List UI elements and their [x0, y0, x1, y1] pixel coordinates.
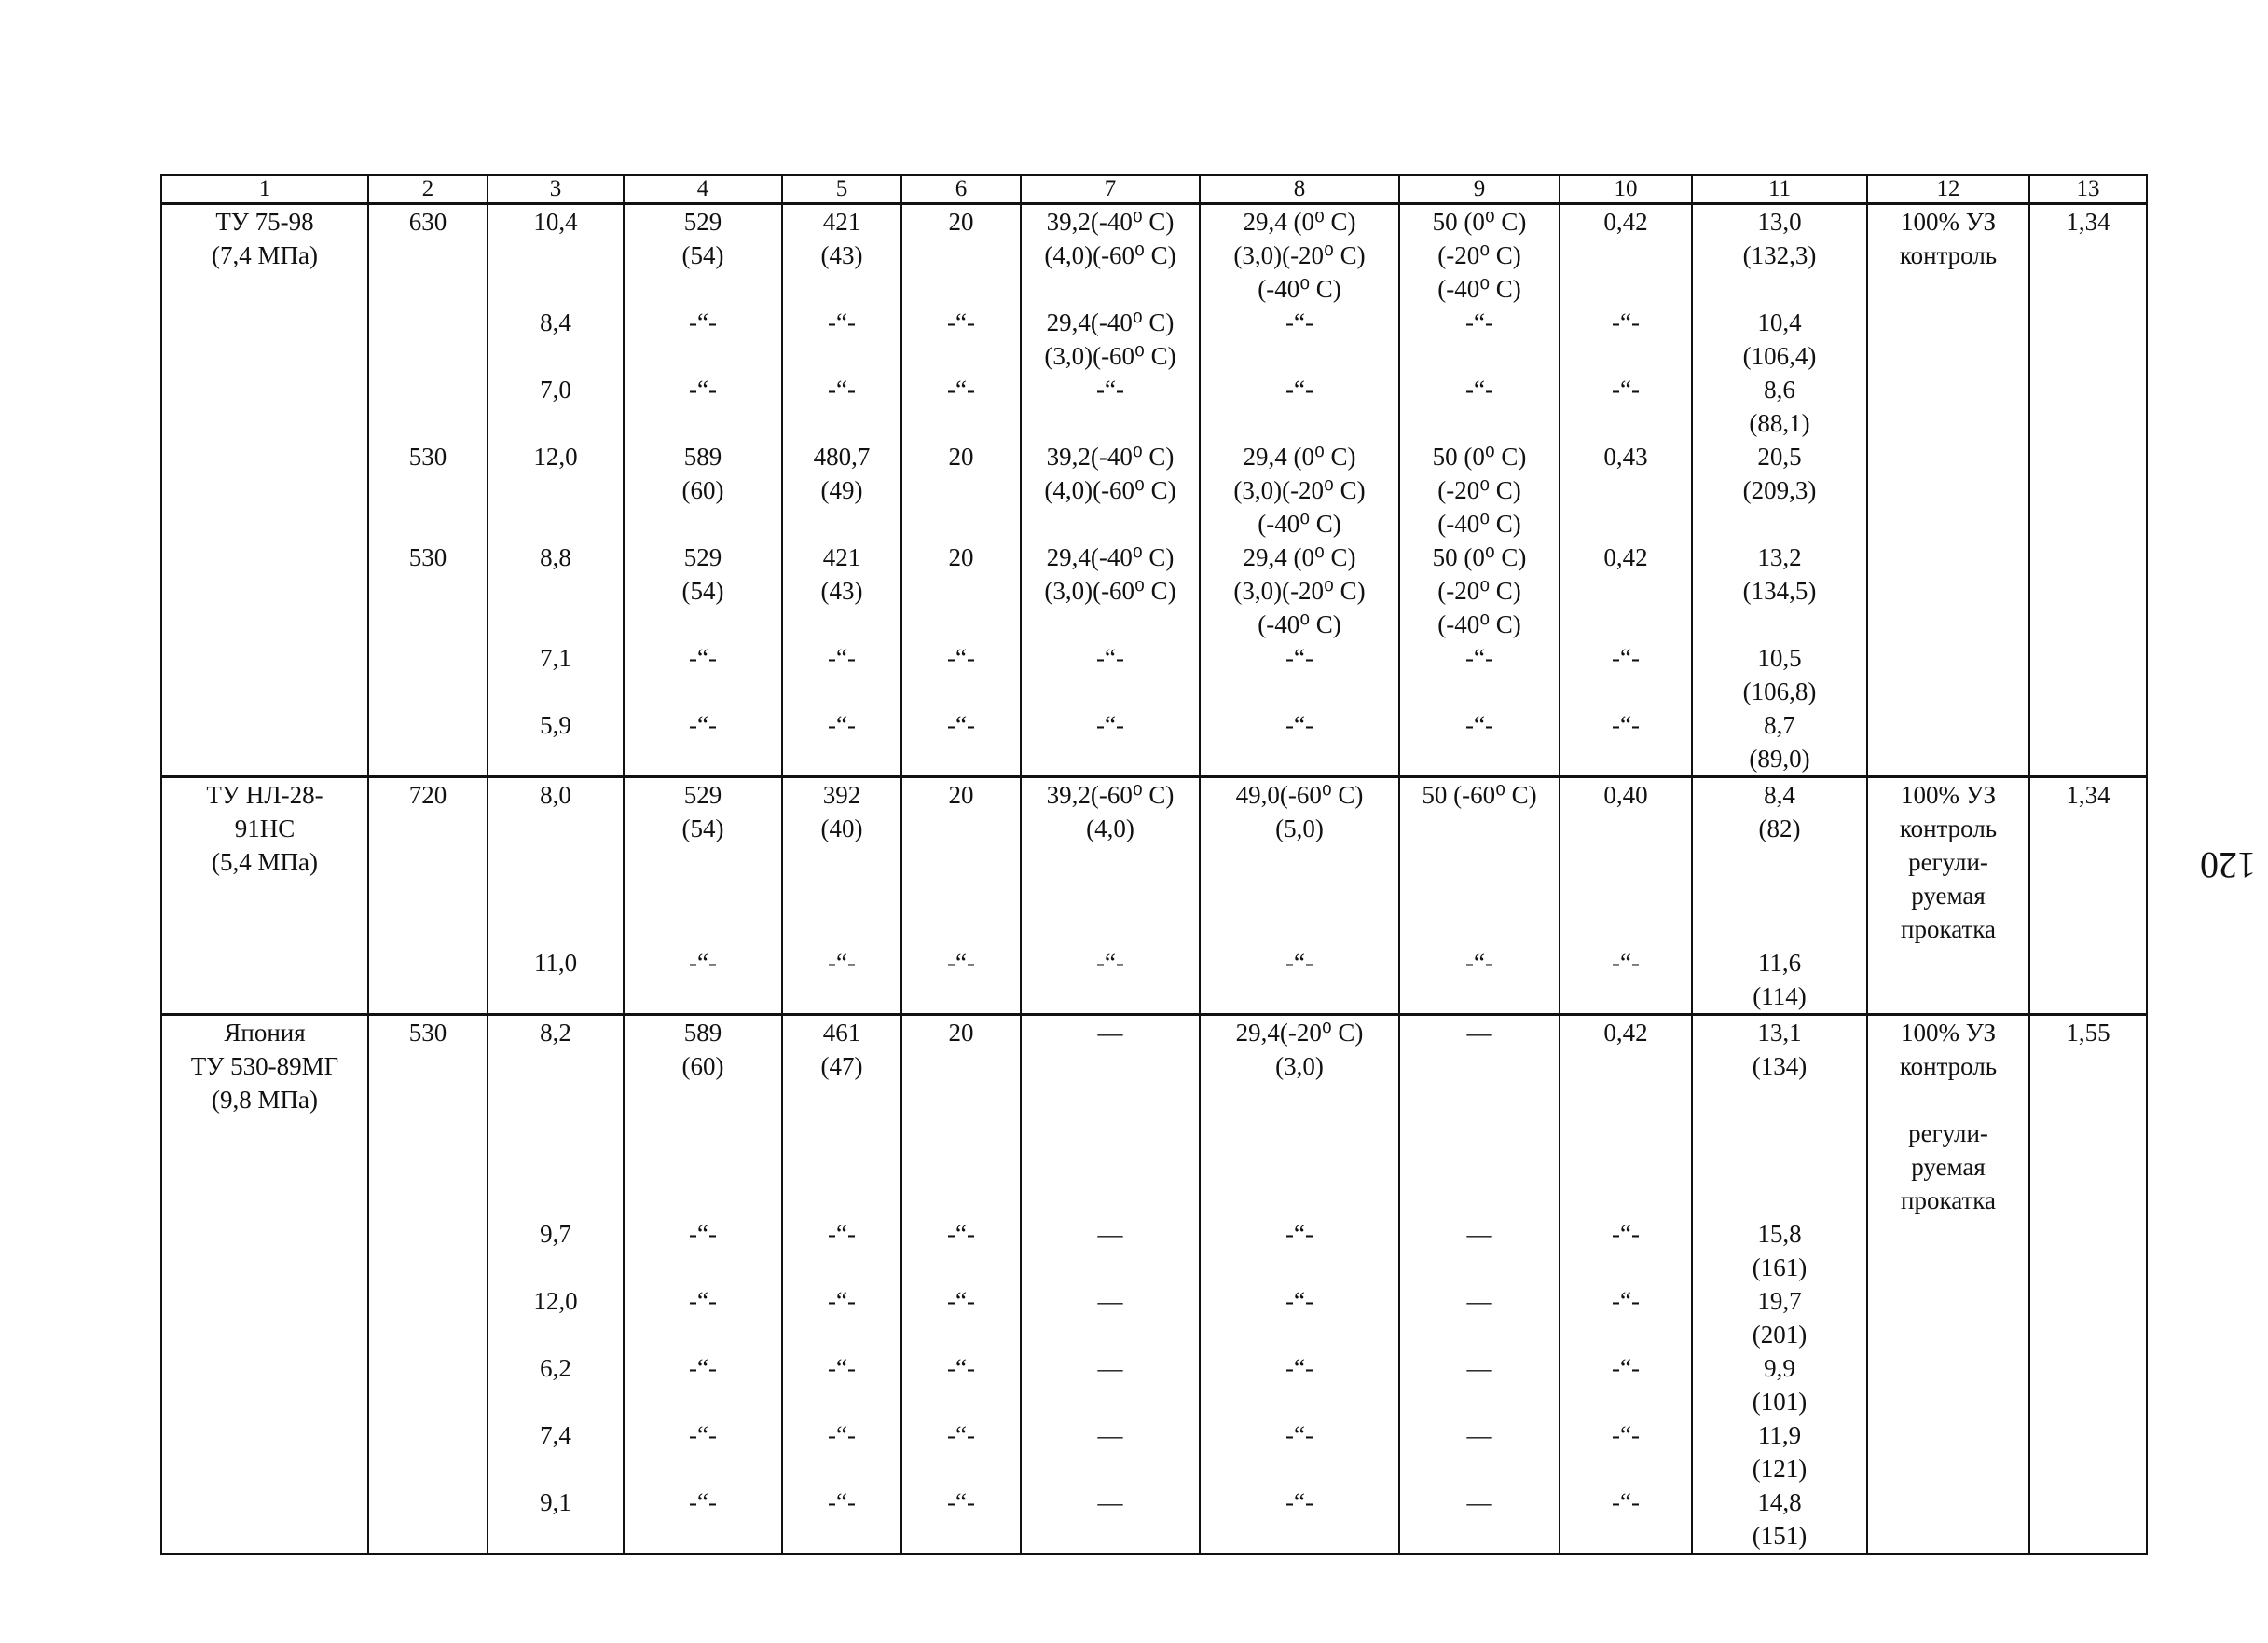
table-cell: 589 (60): [624, 1015, 782, 1218]
table-row: [161, 1015, 2147, 1218]
column-header: 11: [1692, 175, 1867, 204]
table-cell: -“-: [1200, 1486, 1399, 1554]
table-cell: -“-: [624, 1217, 782, 1284]
table-cell: [2029, 946, 2147, 1015]
table-cell: 630: [368, 204, 488, 307]
table-cell: 421 (43): [782, 541, 901, 641]
table-cell: [368, 306, 488, 373]
table-cell: 9,7: [488, 1217, 624, 1284]
table-cell: 10,4 (106,4): [1692, 306, 1867, 373]
table-cell: 530: [368, 1015, 488, 1218]
table-cell: -“-: [1560, 946, 1692, 1015]
table-cell: ТУ НЛ-28- 91НС (5,4 МПа): [161, 777, 368, 947]
table-cell: 5,9: [488, 708, 624, 777]
table-cell: -“-: [624, 1418, 782, 1486]
table-cell: -“-: [901, 1486, 1021, 1554]
table-cell: 12,0: [488, 1284, 624, 1351]
table-cell: [368, 1351, 488, 1418]
table-cell: -“-: [901, 373, 1021, 440]
table-cell: [2029, 306, 2147, 373]
table-cell: [161, 708, 368, 777]
table-cell: -“-: [901, 708, 1021, 777]
table-cell: ТУ 75-98 (7,4 МПа): [161, 204, 368, 307]
table-cell: —: [1021, 1418, 1200, 1486]
table-cell: -“-: [624, 373, 782, 440]
column-header: 1: [161, 175, 368, 204]
table-cell: [161, 1486, 368, 1554]
table-cell: -“-: [1200, 641, 1399, 708]
table-cell: 50 (0⁰ С) (-20⁰ С) (-40⁰ С): [1399, 440, 1560, 541]
table-cell: [2029, 1351, 2147, 1418]
table-cell: —: [1021, 1284, 1200, 1351]
table-cell: 29,4(-40⁰ С) (3,0)(-60⁰ С): [1021, 306, 1200, 373]
table-cell: [2029, 541, 2147, 641]
spec-table-container: [160, 174, 2146, 1555]
table-cell: -“-: [1200, 1418, 1399, 1486]
table-cell: 529 (54): [624, 541, 782, 641]
table-cell: [1867, 306, 2029, 373]
table-cell: -“-: [624, 1486, 782, 1554]
column-header: 7: [1021, 175, 1200, 204]
table-row: [161, 306, 2147, 373]
table-row: [161, 541, 2147, 641]
table-row: [161, 946, 2147, 1015]
table-cell: 11,9 (121): [1692, 1418, 1867, 1486]
table-cell: [368, 1284, 488, 1351]
table-cell: [161, 1217, 368, 1284]
table-cell: [368, 373, 488, 440]
table-cell: 100% УЗ контроль регули- руемая прокатка: [1867, 1015, 2029, 1218]
table-cell: [161, 1418, 368, 1486]
table-cell: 39,2(-40⁰ С) (4,0)(-60⁰ С): [1021, 204, 1200, 307]
table-cell: [2029, 440, 2147, 541]
table-cell: -“-: [1560, 1284, 1692, 1351]
table-row: [161, 777, 2147, 947]
table-row: [161, 1284, 2147, 1351]
table-cell: [368, 708, 488, 777]
table-row: [161, 1217, 2147, 1284]
table-cell: -“-: [782, 1351, 901, 1418]
table-cell: 11,0: [488, 946, 624, 1015]
table-cell: 50 (-60⁰ С): [1399, 777, 1560, 947]
table-cell: 12,0: [488, 440, 624, 541]
table-cell: -“-: [1021, 641, 1200, 708]
page-number: 120: [2200, 844, 2256, 886]
column-header: 6: [901, 175, 1021, 204]
table-cell: 8,8: [488, 541, 624, 641]
table-cell: [1867, 541, 2029, 641]
table-cell: 11,6 (114): [1692, 946, 1867, 1015]
table-cell: [161, 641, 368, 708]
table-cell: -“-: [782, 1486, 901, 1554]
table-cell: 7,4: [488, 1418, 624, 1486]
table-cell: 8,4 (82): [1692, 777, 1867, 947]
table-cell: -“-: [1560, 708, 1692, 777]
table-cell: 10,4: [488, 204, 624, 307]
table-cell: -“-: [624, 641, 782, 708]
table-cell: 530: [368, 541, 488, 641]
column-header: 3: [488, 175, 624, 204]
table-cell: 421 (43): [782, 204, 901, 307]
table-cell: -“-: [901, 1217, 1021, 1284]
table-row: [161, 440, 2147, 541]
table-cell: [161, 440, 368, 541]
table-cell: [2029, 1217, 2147, 1284]
table-cell: —: [1399, 1217, 1560, 1284]
table-cell: -“-: [1021, 946, 1200, 1015]
table-cell: -“-: [782, 306, 901, 373]
table-cell: 29,4(-40⁰ С) (3,0)(-60⁰ С): [1021, 541, 1200, 641]
table-cell: [1867, 708, 2029, 777]
table-cell: 8,6 (88,1): [1692, 373, 1867, 440]
header-row: [161, 175, 2147, 204]
table-cell: 29,4 (0⁰ С) (3,0)(-20⁰ С) (-40⁰ С): [1200, 440, 1399, 541]
table-cell: [2029, 1284, 2147, 1351]
table-row: [161, 1418, 2147, 1486]
table-cell: -“-: [782, 1284, 901, 1351]
table-cell: [2029, 641, 2147, 708]
table-cell: -“-: [1560, 641, 1692, 708]
table-cell: 20: [901, 541, 1021, 641]
table-cell: -“-: [1560, 1418, 1692, 1486]
table-cell: [1867, 1217, 2029, 1284]
table-cell: [368, 1418, 488, 1486]
table-cell: -“-: [1399, 373, 1560, 440]
table-row: [161, 1351, 2147, 1418]
table-cell: 9,1: [488, 1486, 624, 1554]
table-cell: [368, 1486, 488, 1554]
table-cell: -“-: [1200, 946, 1399, 1015]
table-cell: 0,42: [1560, 1015, 1692, 1218]
table-cell: [161, 306, 368, 373]
table-cell: [368, 946, 488, 1015]
table-cell: -“-: [782, 641, 901, 708]
table-cell: 29,4 (0⁰ С) (3,0)(-20⁰ С) (-40⁰ С): [1200, 204, 1399, 307]
table-cell: [1867, 373, 2029, 440]
table-cell: 20: [901, 1015, 1021, 1218]
table-cell: -“-: [901, 946, 1021, 1015]
table-cell: -“-: [1200, 306, 1399, 373]
table-cell: -“-: [1560, 306, 1692, 373]
table-cell: —: [1021, 1351, 1200, 1418]
table-cell: -“-: [624, 1284, 782, 1351]
table-cell: 20: [901, 204, 1021, 307]
table-cell: 8,4: [488, 306, 624, 373]
table-cell: —: [1021, 1486, 1200, 1554]
table-cell: 9,9 (101): [1692, 1351, 1867, 1418]
table-cell: 7,1: [488, 641, 624, 708]
table-cell: [1867, 1486, 2029, 1554]
table-cell: 20,5 (209,3): [1692, 440, 1867, 541]
table-cell: 13,2 (134,5): [1692, 541, 1867, 641]
table-cell: —: [1021, 1217, 1200, 1284]
table-cell: 50 (0⁰ С) (-20⁰ С) (-40⁰ С): [1399, 204, 1560, 307]
table-cell: 10,5 (106,8): [1692, 641, 1867, 708]
table-row: [161, 204, 2147, 307]
table-cell: [1867, 1284, 2029, 1351]
table-cell: -“-: [782, 1418, 901, 1486]
table-cell: -“-: [901, 1418, 1021, 1486]
table-cell: 1,34: [2029, 204, 2147, 307]
table-row: [161, 373, 2147, 440]
table-cell: -“-: [901, 1351, 1021, 1418]
table-cell: [161, 946, 368, 1015]
table-cell: -“-: [624, 946, 782, 1015]
table-cell: 530: [368, 440, 488, 541]
table-cell: -“-: [1200, 708, 1399, 777]
table-cell: 14,8 (151): [1692, 1486, 1867, 1554]
table-cell: -“-: [1560, 1486, 1692, 1554]
table-cell: -“-: [1399, 946, 1560, 1015]
table-cell: 29,4 (0⁰ С) (3,0)(-20⁰ С) (-40⁰ С): [1200, 541, 1399, 641]
table-cell: -“-: [901, 1284, 1021, 1351]
table-cell: 13,0 (132,3): [1692, 204, 1867, 307]
table-cell: -“-: [1560, 1351, 1692, 1418]
table-cell: [1867, 1351, 2029, 1418]
table-cell: [1867, 946, 2029, 1015]
table-cell: [2029, 1486, 2147, 1554]
table-cell: 15,8 (161): [1692, 1217, 1867, 1284]
table-cell: [161, 541, 368, 641]
table-cell: 39,2(-40⁰ С) (4,0)(-60⁰ С): [1021, 440, 1200, 541]
table-row: [161, 708, 2147, 777]
table-cell: 13,1 (134): [1692, 1015, 1867, 1218]
table-cell: -“-: [1399, 306, 1560, 373]
table-cell: 6,2: [488, 1351, 624, 1418]
table-cell: [161, 1351, 368, 1418]
column-header: 10: [1560, 175, 1692, 204]
table-row: [161, 641, 2147, 708]
table-cell: [1867, 641, 2029, 708]
table-cell: -“-: [782, 1217, 901, 1284]
table-cell: 8,7 (89,0): [1692, 708, 1867, 777]
table-cell: 29,4(-20⁰ С) (3,0): [1200, 1015, 1399, 1218]
table-row: [161, 1486, 2147, 1554]
table-cell: -“-: [1021, 373, 1200, 440]
table-cell: 8,0: [488, 777, 624, 947]
table-cell: 50 (0⁰ С) (-20⁰ С) (-40⁰ С): [1399, 541, 1560, 641]
table-cell: -“-: [1200, 1351, 1399, 1418]
table-cell: 49,0(-60⁰ С) (5,0): [1200, 777, 1399, 947]
table-cell: 20: [901, 440, 1021, 541]
table-cell: 720: [368, 777, 488, 947]
table-cell: 100% УЗ контроль регули- руемая прокатка: [1867, 777, 2029, 947]
table-cell: -“-: [1200, 1217, 1399, 1284]
table-cell: [2029, 1418, 2147, 1486]
table-cell: 0,42: [1560, 541, 1692, 641]
table-cell: -“-: [624, 306, 782, 373]
column-header: 2: [368, 175, 488, 204]
table-cell: 529 (54): [624, 777, 782, 947]
table-cell: -“-: [1399, 708, 1560, 777]
table-cell: 20: [901, 777, 1021, 947]
table-body: [161, 204, 2147, 1554]
table-cell: [368, 1217, 488, 1284]
table-cell: 589 (60): [624, 440, 782, 541]
table-cell: -“-: [782, 708, 901, 777]
table-cell: —: [1399, 1486, 1560, 1554]
table-cell: 529 (54): [624, 204, 782, 307]
table-cell: —: [1399, 1351, 1560, 1418]
table-cell: -“-: [1560, 373, 1692, 440]
table-cell: 100% УЗ контроль: [1867, 204, 2029, 307]
table-cell: 1,34: [2029, 777, 2147, 947]
table-cell: —: [1399, 1015, 1560, 1218]
table-cell: 7,0: [488, 373, 624, 440]
table-cell: 461 (47): [782, 1015, 901, 1218]
table-cell: 19,7 (201): [1692, 1284, 1867, 1351]
table-cell: [368, 641, 488, 708]
table-cell: -“-: [1200, 373, 1399, 440]
table-cell: -“-: [1560, 1217, 1692, 1284]
table-cell: [2029, 373, 2147, 440]
table-cell: -“-: [1021, 708, 1200, 777]
table-cell: [1867, 1418, 2029, 1486]
table-cell: [161, 1284, 368, 1351]
column-header: 4: [624, 175, 782, 204]
column-header: 13: [2029, 175, 2147, 204]
table-cell: [161, 373, 368, 440]
table-cell: [1867, 440, 2029, 541]
table-cell: 0,43: [1560, 440, 1692, 541]
column-header: 8: [1200, 175, 1399, 204]
table-cell: 480,7 (49): [782, 440, 901, 541]
table-cell: -“-: [901, 641, 1021, 708]
table-cell: -“-: [1399, 641, 1560, 708]
table-cell: -“-: [782, 946, 901, 1015]
table-cell: 39,2(-60⁰ С) (4,0): [1021, 777, 1200, 947]
column-header: 9: [1399, 175, 1560, 204]
table-cell: -“-: [782, 373, 901, 440]
table-cell: -“-: [624, 1351, 782, 1418]
table-cell: 1,55: [2029, 1015, 2147, 1218]
table-cell: 392 (40): [782, 777, 901, 947]
table-cell: Япония ТУ 530-89МГ (9,8 МПа): [161, 1015, 368, 1218]
table-cell: 8,2: [488, 1015, 624, 1218]
table-cell: -“-: [1200, 1284, 1399, 1351]
table-cell: 0,42: [1560, 204, 1692, 307]
column-header: 12: [1867, 175, 2029, 204]
table-cell: -“-: [901, 306, 1021, 373]
table-cell: 0,40: [1560, 777, 1692, 947]
table-cell: -“-: [624, 708, 782, 777]
table-cell: —: [1021, 1015, 1200, 1218]
pipe-spec-table: [160, 174, 2148, 1555]
table-cell: —: [1399, 1284, 1560, 1351]
table-cell: —: [1399, 1418, 1560, 1486]
column-header: 5: [782, 175, 901, 204]
table-cell: [2029, 708, 2147, 777]
